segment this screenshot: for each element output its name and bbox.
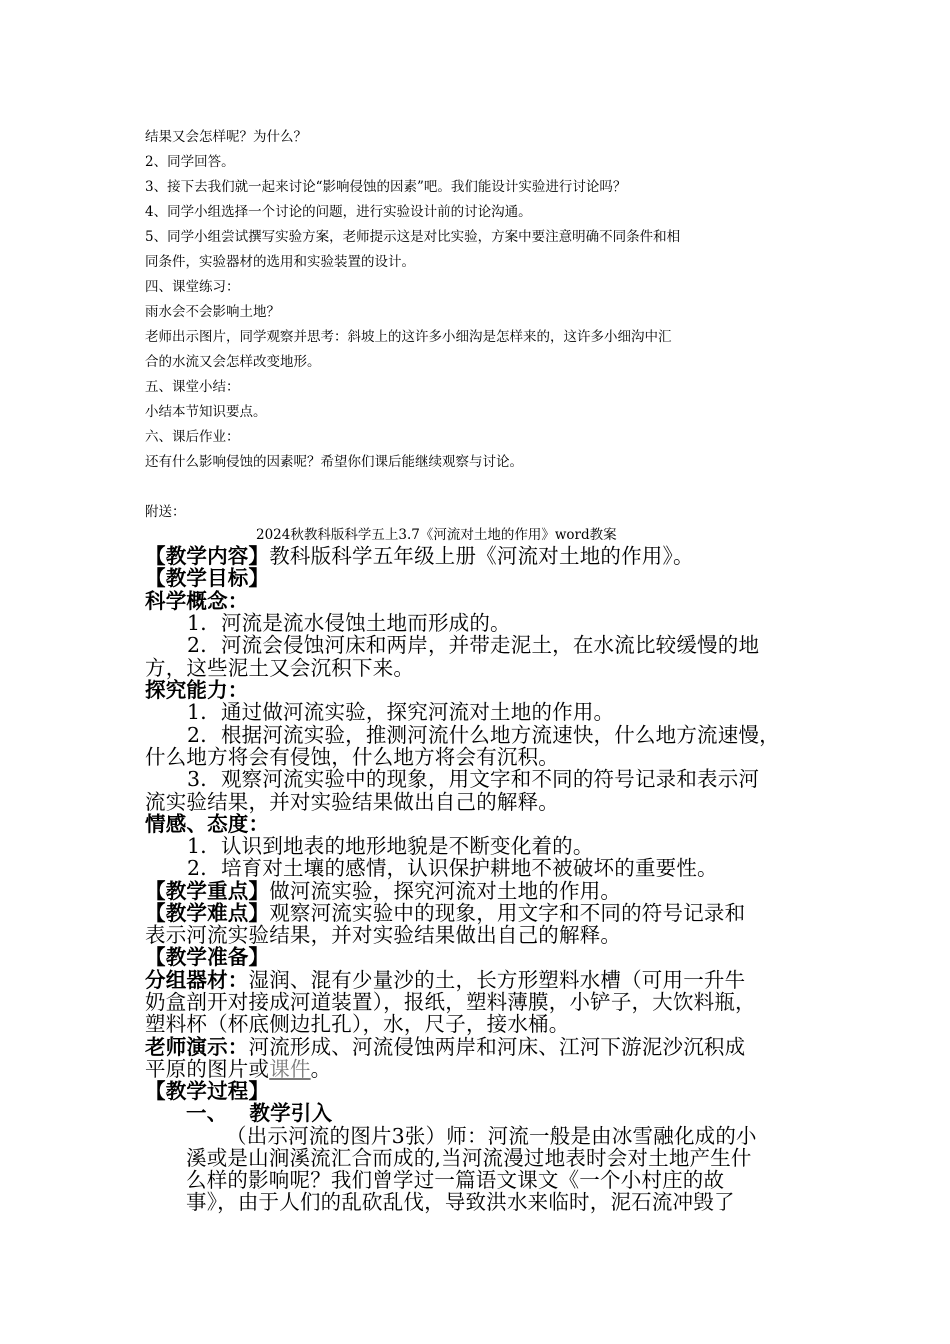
text-line: 雨水会不会影响土地？ — [145, 304, 280, 320]
key-point-line — [145, 880, 621, 902]
document-caption: 2024秋教科版科学五上3.7《河流对土地的作用》word教案 — [256, 527, 617, 543]
group-materials-line — [145, 969, 745, 991]
section-heading: 四、课堂练习： — [145, 279, 240, 295]
intro-paragraph-line: 事》，由于人们的乱砍乱伐，导致洪水来临时，泥石流冲毁了 — [186, 1190, 735, 1214]
teaching-process-heading: 【教学过程】 — [145, 1079, 270, 1103]
ability-item: 3．观察河流实验中的现象，用文字和不同的符号记录和表示河 — [187, 767, 760, 791]
key-point-text: 做河流实验，探究河流对土地的作用。 — [269, 879, 622, 903]
preparation-heading: 【教学准备】 — [145, 945, 270, 969]
group-materials-text: 湿润、混有少量沙的土，长方形塑料水槽（可用一升牛 — [248, 968, 746, 992]
intro-paragraph-line: （出示河流的图片3张）师：河流一般是由冰雪融化成的小 — [226, 1124, 757, 1148]
concept-item: 1．河流是流水侵蚀土地而形成的。 — [187, 611, 511, 635]
teacher-demo-cont — [145, 1058, 331, 1080]
intro-paragraph-line: 么样的影响呢？我们曾学过一篇语文课文《一个小村庄的故 — [186, 1168, 725, 1192]
text-line: 5、同学小组尝试撰写实验方案，老师提示这是对比实验，方案中要注意明确不同条件和相 — [145, 229, 681, 245]
ability-item: 1．通过做河流实验，探究河流对土地的作用。 — [187, 700, 615, 724]
courseware-link[interactable]: 课件 — [269, 1057, 311, 1081]
text-line: 老师出示图片，同学观察并思考：斜坡上的这许多小细沟是怎样来的，这许多小细沟中汇 — [145, 329, 672, 345]
teaching-content-label: 【教学内容】 — [145, 544, 270, 568]
concept-item: 2．河流会侵蚀河床和两岸，并带走泥土，在水流比较缓慢的地 — [187, 633, 760, 657]
text-line: 同条件，实验器材的选用和实验装置的设计。 — [145, 254, 415, 270]
section-1-number: 一、 — [186, 1101, 228, 1125]
group-materials-cont: 塑料杯（杯底侧边扎孔），水，尺子，接水桶。 — [145, 1012, 570, 1036]
difficulty-line — [145, 902, 745, 924]
inquiry-ability-heading: 探究能力： — [145, 678, 249, 702]
text-line: 3、接下去我们就一起来讨论“影响侵蚀的因素”吧。我们能设计实验进行讨论吗？ — [145, 179, 627, 195]
teacher-demo-end: 。 — [310, 1057, 332, 1081]
difficulty-text: 观察河流实验中的现象，用文字和不同的符号记录和 — [269, 901, 746, 925]
difficulty-line-cont: 表示河流实验结果，并对实验结果做出自己的解释。 — [145, 923, 622, 947]
ability-item-cont: 什么地方将会有侵蚀，什么地方将会有沉积。 — [145, 745, 559, 769]
section-heading: 五、课堂小结： — [145, 379, 240, 395]
concept-item-cont: 方，这些泥土又会沉积下来。 — [145, 656, 415, 680]
intro-paragraph-line: 溪或是山涧溪流汇合而成的,当河流漫过地表时会对土地产生什 — [186, 1146, 752, 1170]
attitude-heading: 情感、态度： — [145, 812, 270, 836]
teacher-demo-label: 老师演示： — [145, 1035, 249, 1059]
group-materials-label: 分组器材： — [145, 968, 249, 992]
text-line: 2、同学回答。 — [145, 154, 235, 170]
teaching-content-text: 教科版科学五年级上册《河流对土地的作用》。 — [269, 544, 694, 568]
text-line: 4、同学小组选择一个讨论的问题，进行实验设计前的讨论沟通。 — [145, 204, 532, 220]
ability-item-cont: 流实验结果，并对实验结果做出自己的解释。 — [145, 790, 559, 814]
teacher-demo-text: 平原的图片或 — [145, 1057, 270, 1081]
teaching-content-line — [145, 545, 694, 567]
attitude-item: 1．认识到地表的地形地貌是不断变化着的。 — [187, 834, 594, 858]
group-materials-cont: 奶盒剖开对接成河道装置），报纸，塑料薄膜，小铲子，大饮料瓶， — [145, 990, 756, 1014]
attitude-item: 2．培育对土壤的感情，认识保护耕地不被破坏的重要性。 — [187, 856, 718, 880]
text-line: 还有什么影响侵蚀的因素呢？希望你们课后能继续观察与讨论。 — [145, 454, 523, 470]
text-line: 小结本节知识要点。 — [145, 404, 267, 420]
difficulty-label: 【教学难点】 — [145, 901, 270, 925]
section-heading: 六、课后作业： — [145, 429, 240, 445]
section-1-heading — [186, 1102, 332, 1124]
key-point-label: 【教学重点】 — [145, 879, 270, 903]
attachment-label: 附送： — [145, 504, 186, 520]
text-line: 结果又会怎样呢？为什么？ — [145, 129, 307, 145]
section-1-title: 教学引入 — [249, 1101, 333, 1125]
teacher-demo-line — [145, 1036, 745, 1058]
text-line: 合的水流又会怎样改变地形。 — [145, 354, 321, 370]
ability-item: 2．根据河流实验，推测河流什么地方流速快，什么地方流速慢， — [187, 723, 780, 747]
teacher-demo-text: 河流形成、河流侵蚀两岸和河床、江河下游泥沙沉积成 — [248, 1035, 746, 1059]
science-concept-heading: 科学概念： — [145, 589, 249, 613]
teaching-goals-heading: 【教学目标】 — [145, 566, 270, 590]
